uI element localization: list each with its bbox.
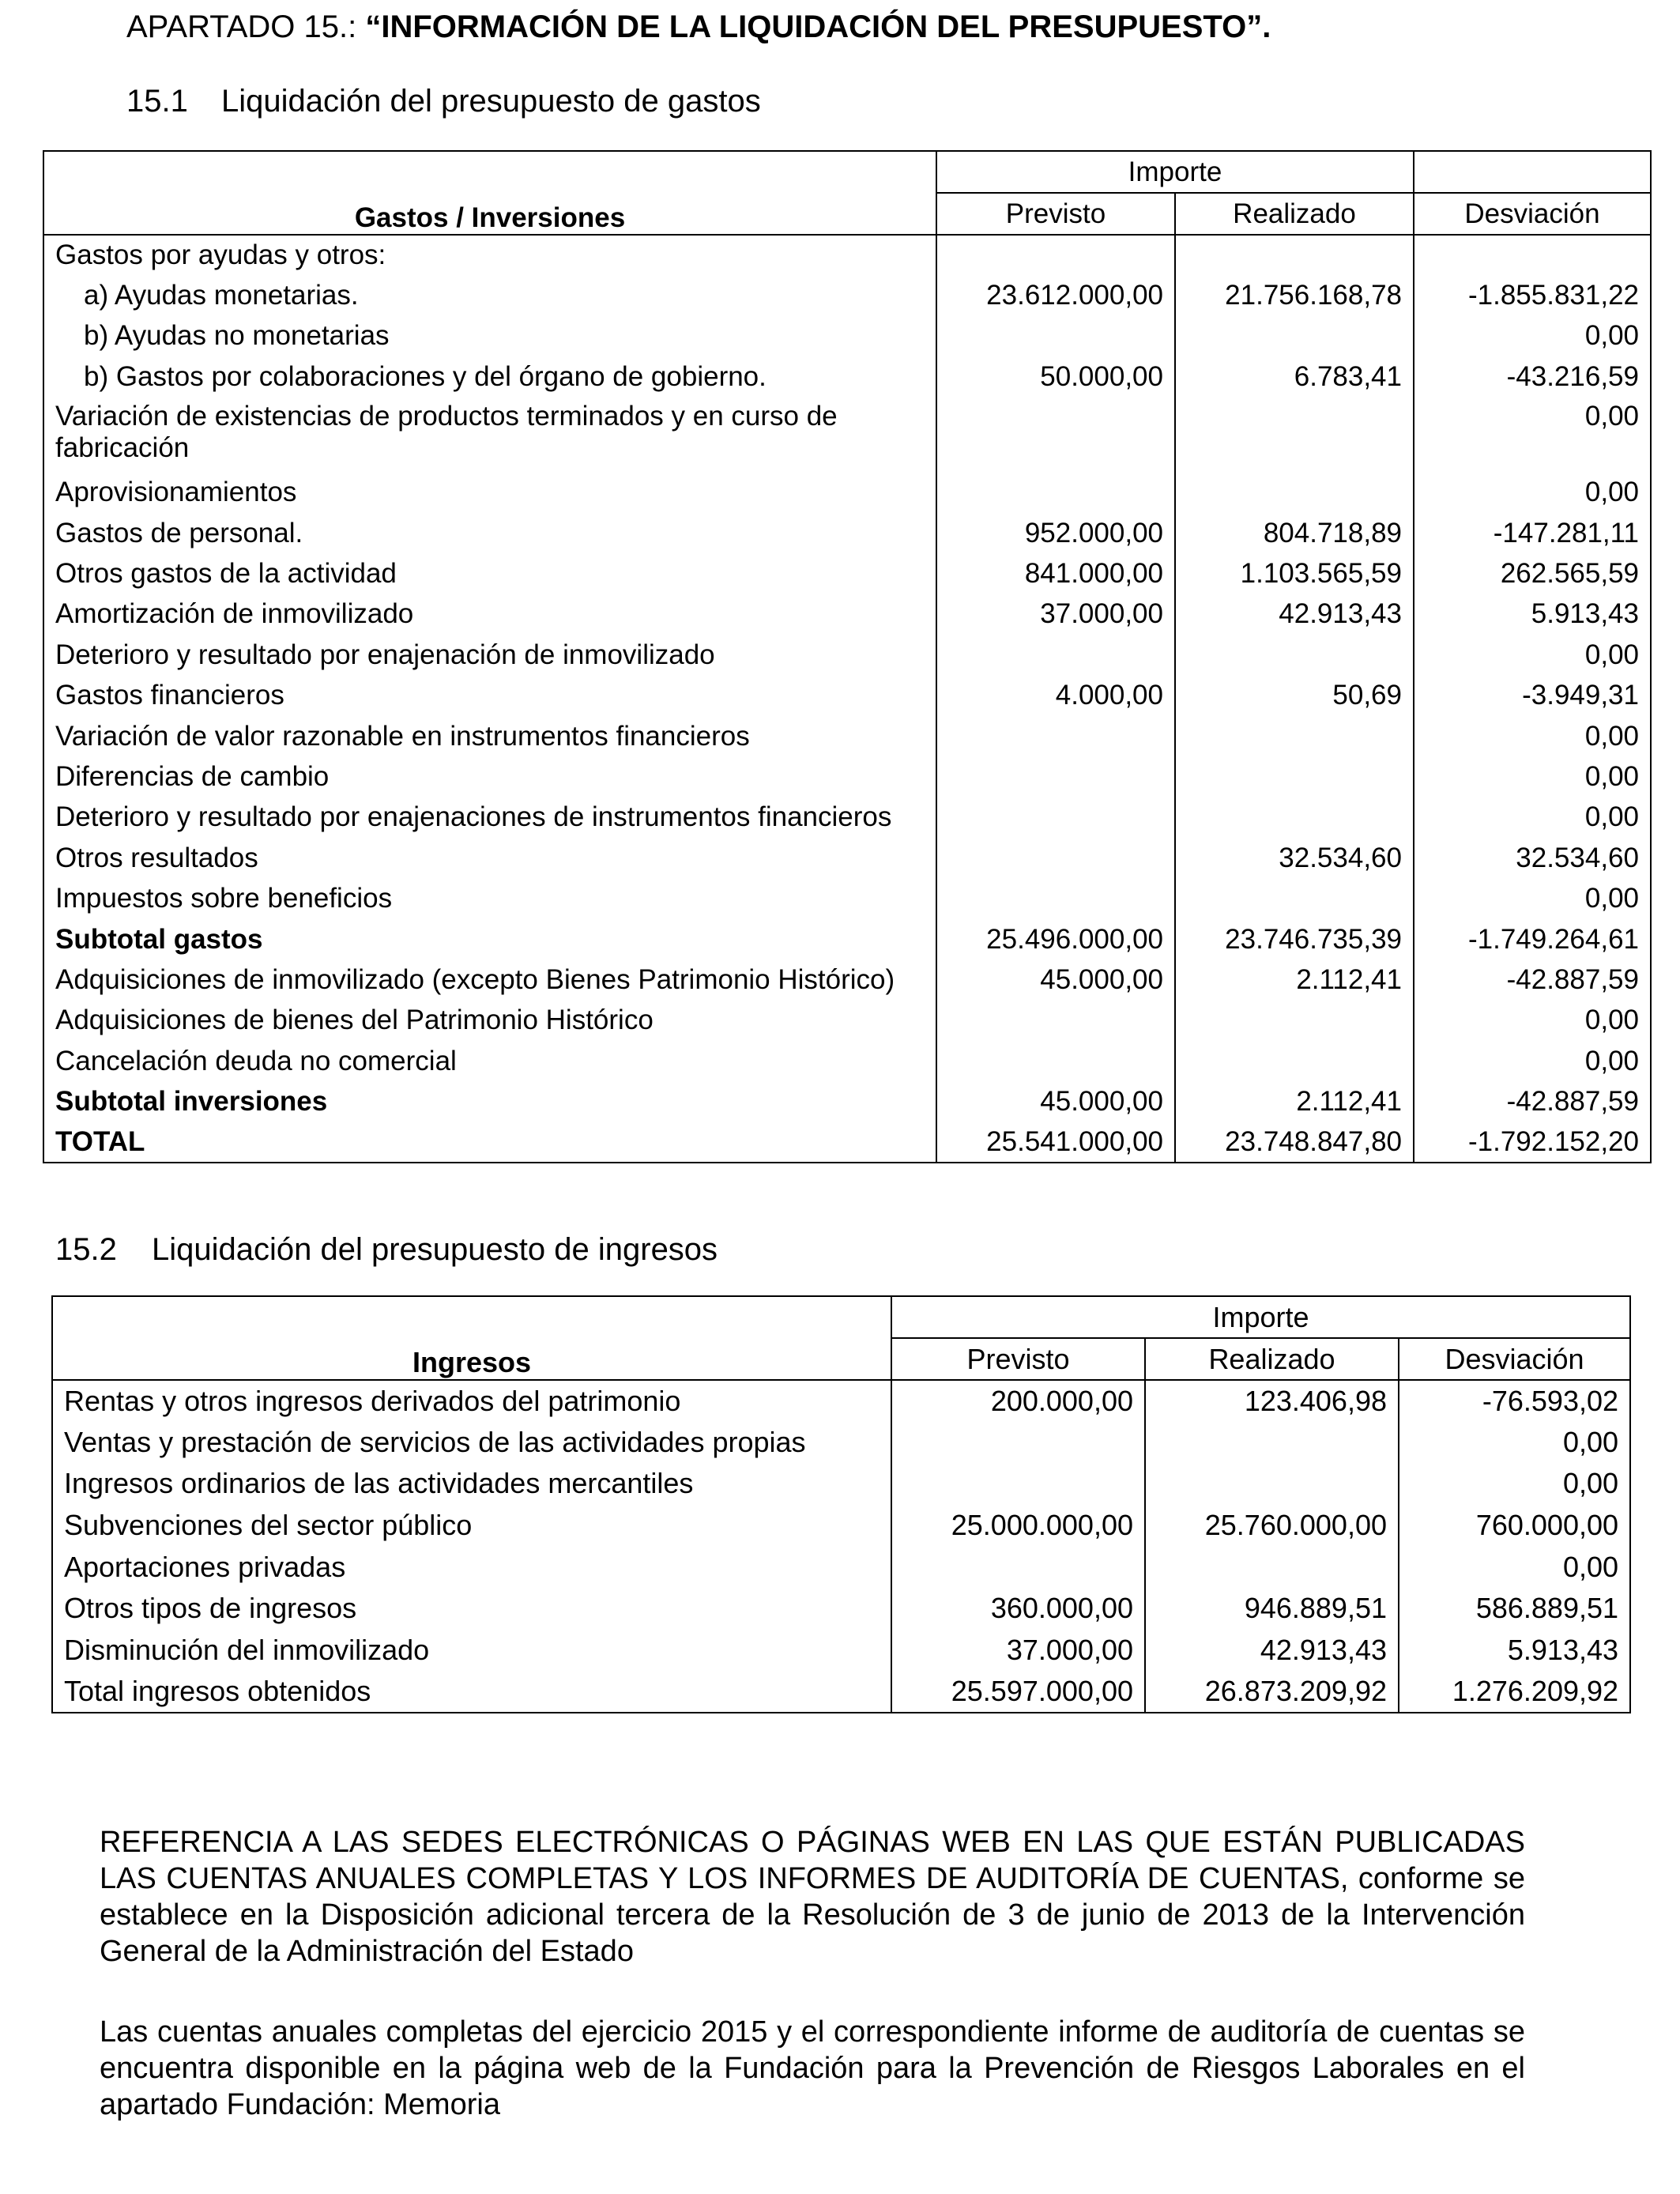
row-desviacion: -3.949,31 [1414,676,1651,716]
row-realizado [1145,1422,1399,1464]
row-desviacion: 32.534,60 [1414,838,1651,878]
table-row [52,1630,1630,1672]
row-desviacion: 586.889,51 [1399,1588,1630,1630]
ingresos-header-concept: Ingresos [52,1296,891,1380]
gastos-header-realizado: Realizado [1175,193,1414,235]
row-desviacion: 0,00 [1399,1463,1630,1505]
row-desviacion: 0,00 [1414,316,1651,356]
subtotal-row [43,1081,1651,1122]
row-label: Rentas y otros ingresos derivados del patrimonio [52,1380,891,1422]
row-label: b) Gastos por colaboraciones y del órgano de gobierno. [43,356,936,397]
row-realizado: 6.783,41 [1175,356,1414,397]
row-desviacion: -76.593,02 [1399,1380,1630,1422]
table-row [43,1041,1651,1081]
row-label: Adquisiciones de bienes del Patrimonio Histórico [43,1001,936,1041]
table-row [43,235,1651,275]
row-label: Impuestos sobre beneficios [43,878,936,918]
row-realizado: 23.748.847,80 [1175,1122,1414,1163]
section-title: “INFORMACIÓN DE LA LIQUIDACIÓN DEL PRESUPUESTO”. [365,9,1271,44]
row-realizado: 2.112,41 [1175,1081,1414,1122]
row-previsto [936,797,1175,838]
row-label: Ingresos ordinarios de las actividades mercantiles [52,1463,891,1505]
row-realizado [1175,635,1414,675]
row-desviacion: 5.913,43 [1399,1630,1630,1672]
table-row [52,1546,1630,1588]
row-label: Aprovisionamientos [43,473,936,513]
gastos-header-blank [1414,151,1651,193]
row-previsto [936,473,1175,513]
row-previsto: 841.000,00 [936,553,1175,594]
row-previsto: 25.597.000,00 [891,1671,1145,1713]
row-desviacion: 0,00 [1414,756,1651,797]
row-previsto [936,1001,1175,1041]
row-label: Deterioro y resultado por enajenaciones de instrumentos financieros [43,797,936,838]
row-label: Otros tipos de ingresos [52,1588,891,1630]
gastos-table [43,150,1652,1163]
row-label: Variación de existencias de productos terminados y en curso de fabricación [43,398,936,473]
section-heading [126,8,1271,46]
row-previsto [936,235,1175,275]
row-previsto [936,878,1175,918]
ingresos-heading-number: 15.2 [55,1232,117,1267]
row-label: Ventas y prestación de servicios de las actividades propias [52,1422,891,1464]
row-realizado [1175,878,1414,918]
gastos-header-previsto: Previsto [936,193,1175,235]
table-row [43,473,1651,513]
gastos-header-desviacion: Desviación [1414,193,1651,235]
row-label: Deterioro y resultado por enajenación de inmovilizado [43,635,936,675]
ingresos-header-importe: Importe [891,1296,1630,1338]
row-desviacion: 0,00 [1414,1001,1651,1041]
row-desviacion: -42.887,59 [1414,959,1651,1000]
section-prefix: APARTADO 15.: [126,9,366,44]
row-realizado [1175,398,1414,473]
table-row [43,676,1651,716]
row-previsto: 200.000,00 [891,1380,1145,1422]
table-row [43,513,1651,553]
row-label: Otros resultados [43,838,936,878]
row-desviacion: 0,00 [1414,635,1651,675]
ingresos-body [52,1380,1630,1713]
gastos-heading-number: 15.1 [126,84,188,119]
row-desviacion: 0,00 [1399,1546,1630,1588]
row-previsto: 37.000,00 [891,1630,1145,1672]
row-label: Gastos por ayudas y otros: [43,235,936,275]
row-realizado: 26.873.209,92 [1145,1671,1399,1713]
row-label: Adquisiciones de inmovilizado (excepto Bienes Patrimonio Histórico) [43,959,936,1000]
table-row [43,878,1651,918]
row-label: Cancelación deuda no comercial [43,1041,936,1081]
gastos-header-importe: Importe [936,151,1414,193]
row-desviacion: 0,00 [1414,473,1651,513]
ingresos-header-realizado: Realizado [1145,1338,1399,1380]
row-label: Amortización de inmovilizado [43,594,936,635]
ingresos-table [51,1295,1631,1713]
table-row [43,838,1651,878]
table-row [43,553,1651,594]
row-label: Gastos financieros [43,676,936,716]
row-realizado: 23.746.735,39 [1175,919,1414,959]
row-previsto: 360.000,00 [891,1588,1145,1630]
table-row [43,275,1651,315]
table-row [43,797,1651,838]
table-row [43,756,1651,797]
ingresos-heading [55,1231,718,1269]
row-previsto: 25.541.000,00 [936,1122,1175,1163]
row-label: Total ingresos obtenidos [52,1671,891,1713]
row-desviacion: -147.281,11 [1414,513,1651,553]
table-row [43,398,1651,473]
row-desviacion: 0,00 [1399,1422,1630,1464]
table-row [43,316,1651,356]
row-previsto [936,1041,1175,1081]
row-label: Subtotal gastos [43,919,936,959]
gastos-heading-text: Liquidación del presupuesto de gastos [221,84,761,119]
total-row [52,1671,1630,1713]
row-realizado [1175,716,1414,756]
row-desviacion: 5.913,43 [1414,594,1651,635]
row-desviacion [1414,235,1651,275]
row-previsto [936,398,1175,473]
row-realizado: 50,69 [1175,676,1414,716]
row-label: Otros gastos de la actividad [43,553,936,594]
row-previsto: 37.000,00 [936,594,1175,635]
table-row [52,1463,1630,1505]
table-row [52,1422,1630,1464]
row-desviacion: 0,00 [1414,398,1651,473]
row-previsto: 23.612.000,00 [936,275,1175,315]
row-label: a) Ayudas monetarias. [43,275,936,315]
row-label: Gastos de personal. [43,513,936,553]
subtotal-row [43,919,1651,959]
row-realizado: 804.718,89 [1175,513,1414,553]
row-desviacion: 0,00 [1414,797,1651,838]
table-row [52,1588,1630,1630]
row-previsto: 50.000,00 [936,356,1175,397]
referencia-paragraph: REFERENCIA A LAS SEDES ELECTRÓNICAS O PÁGINAS WEB EN LAS QUE ESTÁN PUBLICADAS LAS CUENTAS ANUALES COMPLETAS Y LOS INFORMES DE AUDITORÍA DE CUENTAS, conforme se establece en la Disposición adicional tercera de la Resolución de 3 de junio de 2013 de la Intervención General de la Administración del Estado [100,1826,1525,1968]
row-previsto [936,838,1175,878]
row-previsto: 45.000,00 [936,1081,1175,1122]
table-row [43,356,1651,397]
row-previsto: 4.000,00 [936,676,1175,716]
row-realizado: 2.112,41 [1175,959,1414,1000]
table-row [52,1380,1630,1422]
row-previsto [891,1463,1145,1505]
row-label: Subtotal inversiones [43,1081,936,1122]
row-previsto: 952.000,00 [936,513,1175,553]
row-realizado [1175,473,1414,513]
row-realizado [1175,1001,1414,1041]
row-label: Diferencias de cambio [43,756,936,797]
table-row [43,716,1651,756]
table-row [43,635,1651,675]
row-desviacion: -43.216,59 [1414,356,1651,397]
row-realizado [1175,316,1414,356]
row-realizado: 1.103.565,59 [1175,553,1414,594]
row-realizado [1175,235,1414,275]
row-realizado: 32.534,60 [1175,838,1414,878]
row-previsto: 25.000.000,00 [891,1505,1145,1547]
table-row [52,1505,1630,1547]
row-desviacion: 1.276.209,92 [1399,1671,1630,1713]
row-desviacion: -1.749.264,61 [1414,919,1651,959]
ingresos-header-desviacion: Desviación [1399,1338,1630,1380]
row-label: b) Ayudas no monetarias [43,316,936,356]
row-realizado: 946.889,51 [1145,1588,1399,1630]
row-desviacion: 0,00 [1414,716,1651,756]
row-label: Disminución del inmovilizado [52,1630,891,1672]
row-label: Aportaciones privadas [52,1546,891,1588]
table-row [43,1001,1651,1041]
row-previsto [936,316,1175,356]
row-realizado: 25.760.000,00 [1145,1505,1399,1547]
row-previsto [891,1422,1145,1464]
row-previsto: 45.000,00 [936,959,1175,1000]
row-desviacion: 262.565,59 [1414,553,1651,594]
row-desviacion: -1.855.831,22 [1414,275,1651,315]
row-realizado [1175,756,1414,797]
row-previsto [891,1546,1145,1588]
row-previsto [936,716,1175,756]
row-desviacion: -42.887,59 [1414,1081,1651,1122]
row-realizado: 21.756.168,78 [1175,275,1414,315]
row-desviacion: 0,00 [1414,878,1651,918]
row-desviacion: 0,00 [1414,1041,1651,1081]
table-row [43,594,1651,635]
row-realizado: 123.406,98 [1145,1380,1399,1422]
row-desviacion: -1.792.152,20 [1414,1122,1651,1163]
row-realizado [1175,797,1414,838]
row-previsto [936,635,1175,675]
gastos-body [43,235,1651,1163]
row-desviacion: 760.000,00 [1399,1505,1630,1547]
gastos-heading [126,82,761,120]
row-realizado [1175,1041,1414,1081]
row-label: TOTAL [43,1122,936,1163]
row-realizado: 42.913,43 [1175,594,1414,635]
gastos-header-concept: Gastos / Inversiones [43,151,936,235]
ingresos-heading-text: Liquidación del presupuesto de ingresos [152,1232,718,1267]
ingresos-header-previsto: Previsto [891,1338,1145,1380]
table-row [43,959,1651,1000]
total-row [43,1122,1651,1163]
row-label: Subvenciones del sector público [52,1505,891,1547]
row-realizado: 42.913,43 [1145,1630,1399,1672]
row-previsto [936,756,1175,797]
row-realizado [1145,1546,1399,1588]
row-previsto: 25.496.000,00 [936,919,1175,959]
row-realizado [1145,1463,1399,1505]
row-label: Variación de valor razonable en instrumentos financieros [43,716,936,756]
disponibilidad-paragraph: Las cuentas anuales completas del ejercicio 2015 y el correspondiente informe de auditoría de cuentas se encuentra disponible en la página web de la Fundación para la Prevención de Riesgos Laborales en el apartado Fundación: Memoria [100,2015,1525,2121]
